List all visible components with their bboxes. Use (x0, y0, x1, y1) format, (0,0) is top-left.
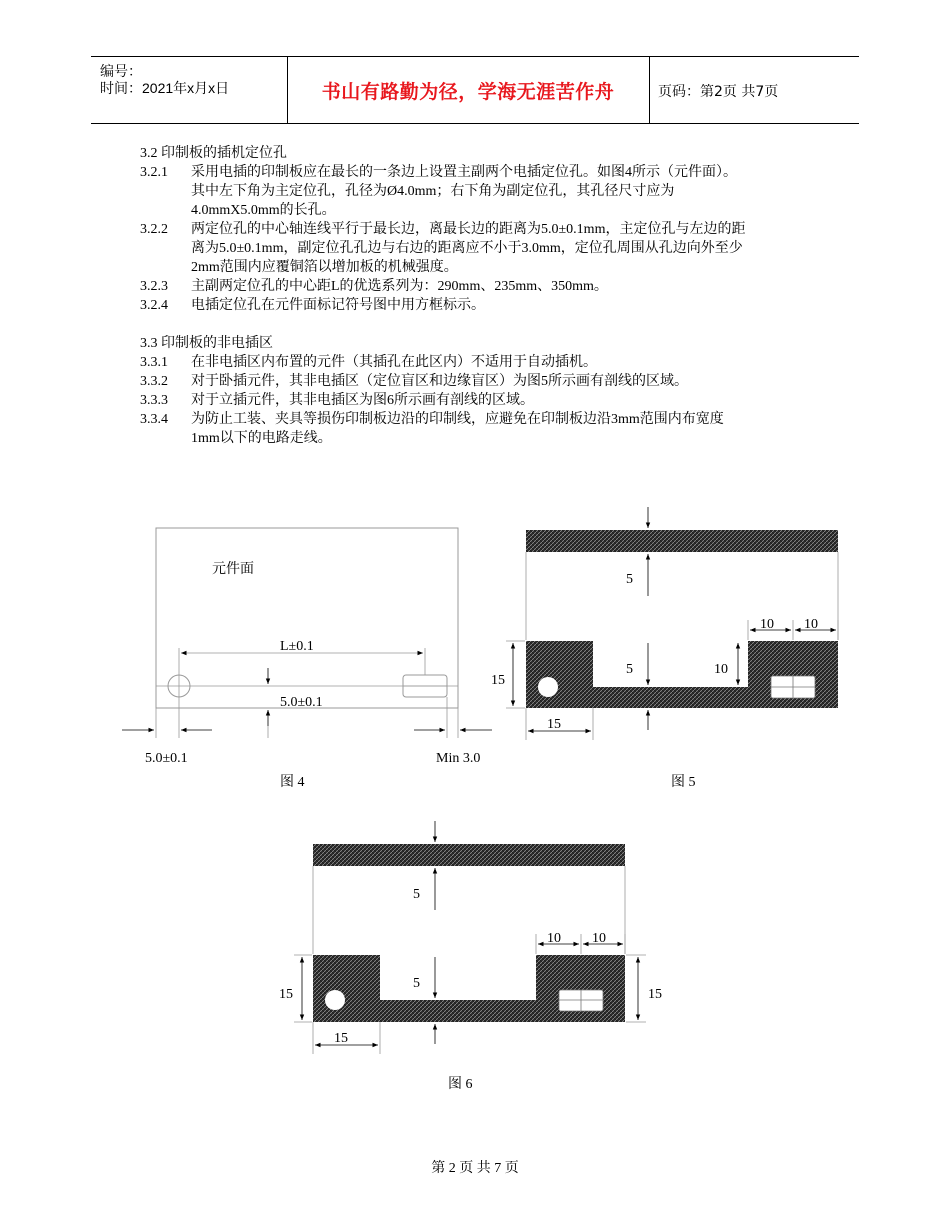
width-label-2: 10 (592, 931, 606, 946)
left-distance-label: 5.0±0.1 (145, 751, 188, 766)
middle-gap-label: 5 (626, 662, 633, 677)
left-height-label: 15 (491, 673, 505, 688)
bottom-width-label: 15 (334, 1031, 348, 1046)
clause-text: 4.0mmX5.0mm的长孔。 (191, 203, 336, 218)
clause-number: 3.3.4 (140, 412, 168, 427)
document-id-label: 编号： (100, 63, 142, 79)
clause-text: 两定位孔的中心轴连线平行于最长边，离最长边的距离为5.0±0.1mm，主定位孔与左边的距 (191, 222, 746, 237)
clause-text: 1mm以下的电路走线。 (191, 431, 332, 446)
top-gap-label: 5 (626, 572, 633, 587)
figure-6 (279, 821, 662, 1092)
step-height-label: 10 (714, 662, 728, 677)
clause-number: 3.2.1 (140, 165, 168, 180)
top-gap-label: 5 (413, 887, 420, 902)
section-title-text: 3.2 印制板的插机定位孔 (140, 146, 287, 161)
clause-number: 3.3.2 (140, 374, 168, 389)
clause-text: 其中左下角为主定位孔，孔径为Ø4.0mm；右下角为副定位孔，其孔径尺寸应为 (191, 184, 675, 199)
clause-text: 电插定位孔在元件面标记符号图中用方框标示。 (191, 298, 485, 313)
edge-distance-label: 5.0±0.1 (280, 695, 323, 710)
clause-text: 在非电插区内布置的元件（其插孔在此区内）不适用于自动插机。 (191, 355, 597, 370)
board-outline (156, 528, 458, 708)
section-title-text: 3.3 印制板的非电插区 (140, 336, 273, 351)
right-height-label: 15 (648, 987, 662, 1002)
clause-text: 主副两定位孔的中心距L的优选系列为：290mm、235mm、350mm。 (191, 279, 608, 294)
left-height-label: 15 (279, 987, 293, 1002)
clause-number: 3.3.1 (140, 355, 168, 370)
center-distance-label: L±0.1 (280, 639, 314, 654)
figure-4 (122, 528, 492, 790)
bottom-width-label: 15 (547, 717, 561, 732)
figure-5 (491, 507, 838, 790)
clause-text: 对于卧插元件，其非电插区（定位盲区和边缘盲区）为图5所示画有剖线的区域。 (191, 374, 688, 389)
clause-text: 为防止工装、夹具等损伤印制板边沿的印制线，应避免在印制板边沿3mm范围内布宽度 (191, 412, 724, 427)
figure-4-caption: 图 4 (280, 775, 305, 790)
main-locating-hole (325, 990, 345, 1010)
main-locating-hole (538, 677, 558, 697)
top-edge-blind-zone (313, 844, 625, 866)
bottom-blind-zone (313, 955, 625, 1022)
clause-text: 对于立插元件，其非电插区为图6所示画有剖线的区域。 (191, 393, 534, 408)
clause-text: 2mm范围内应覆铜箔以增加板的机械强度。 (191, 260, 458, 275)
clause-number: 3.3.3 (140, 393, 168, 408)
figure-5-caption: 图 5 (671, 775, 696, 790)
clause-text: 离为5.0±0.1mm，副定位孔孔边与右边的距离应不小于3.0mm，定位孔周围从孔边向外至少 (191, 241, 743, 256)
component-face-label: 元件面 (212, 562, 254, 577)
document-time-label: 时间：2021年x月x日 (100, 80, 230, 96)
clause-number: 3.2.3 (140, 279, 168, 294)
header-motto: 书山有路勤为径，学海无涯苦作舟 (321, 81, 615, 103)
width-label-2: 10 (804, 617, 818, 632)
width-label-1: 10 (760, 617, 774, 632)
width-label-1: 10 (547, 931, 561, 946)
clause-number: 3.2.4 (140, 298, 168, 313)
top-edge-blind-zone (526, 530, 838, 552)
clause-number: 3.2.2 (140, 222, 168, 237)
min-distance-label: Min 3.0 (436, 751, 481, 766)
page-footer: 第 2 页 共 7 页 (431, 1161, 519, 1176)
middle-gap-label: 5 (413, 976, 420, 991)
header-page-number: 页码：第2页 共7页 (658, 84, 779, 100)
figure-6-caption: 图 6 (448, 1077, 473, 1092)
clause-text: 采用电插的印制板应在最长的一条边上设置主副两个电插定位孔。如图4所示（元件面）。 (191, 165, 737, 180)
